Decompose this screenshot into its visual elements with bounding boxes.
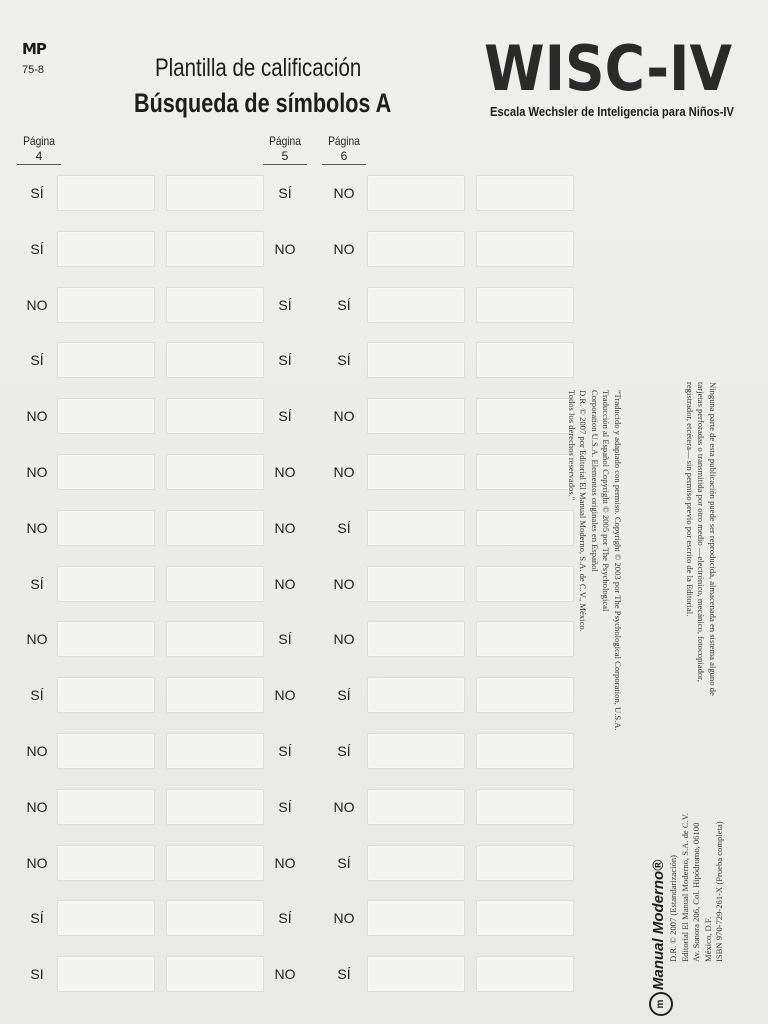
answer-window [57,231,155,267]
answer-window [166,287,264,323]
answer-page-4: NO [26,520,48,536]
answer-page-5: SÍ [278,408,292,424]
answer-window [476,342,574,378]
answer-window [476,175,574,211]
answer-window [367,287,465,323]
answer-page-4: NO [26,799,48,815]
answer-page-4: SÍ [30,185,44,201]
answer-window [476,956,574,992]
answer-window [367,342,465,378]
answer-page-6: NO [333,185,355,201]
answer-window [57,287,155,323]
answer-page-4: NO [26,408,48,424]
answer-window [57,956,155,992]
answer-window [166,733,264,769]
answer-page-5: SÍ [278,910,292,926]
answer-window [476,510,574,546]
answer-page-6: NO [333,799,355,815]
answer-page-4: SI [30,966,44,982]
answer-window [166,566,264,602]
answer-window [367,454,465,490]
answer-page-6: NO [333,464,355,480]
answer-window [166,621,264,657]
answer-window [367,621,465,657]
answer-page-5: NO [274,576,296,592]
answer-window [367,845,465,881]
answer-window [166,789,264,825]
answer-window [166,342,264,378]
answer-page-4: NO [26,631,48,647]
answer-page-4: NO [26,297,48,313]
wisc-iv-logo [484,32,734,105]
answer-page-5: NO [274,464,296,480]
answer-page-6: NO [333,631,355,647]
answer-window [367,398,465,434]
answer-page-6: NO [333,910,355,926]
answer-page-5: SÍ [278,799,292,815]
answer-page-4: NO [26,855,48,871]
answer-page-6: SÍ [337,520,351,536]
answer-page-6: NO [333,241,355,257]
answer-window [166,398,264,434]
page-header-4: Página 4 [17,134,61,165]
answer-page-6: SÍ [337,966,351,982]
answer-window [57,733,155,769]
answer-page-6: SÍ [337,352,351,368]
answer-page-5: NO [274,241,296,257]
reproduction-notice: Ninguna parte de esta publicación puede ser reproducida, almacenada en sistema alguno de tarjetas perforadas o transmitida por otro medio —electrónico, mecánico, fotocopiador, registrador, etcétera— sin permiso previo por escrito de la Editorial. [685,382,718,696]
answer-window [166,677,264,713]
answer-window [57,621,155,657]
answer-page-5: NO [274,855,296,871]
answer-window [57,900,155,936]
answer-window [57,175,155,211]
answer-window [166,510,264,546]
answer-window [476,900,574,936]
answer-page-6: SÍ [337,297,351,313]
answer-window [57,677,155,713]
publisher-info: D.R. © 2007 (Estandarización) Editorial El Manual Moderno, S.A. de C.V. Av. Sonora 206, Col. Hipódromo, 06100 México, D.F. ISBN 970-729-261-X (Prueba completa) [668,812,724,962]
answer-page-5: SÍ [278,743,292,759]
answer-window [166,231,264,267]
answer-window [476,677,574,713]
answer-page-4: SÍ [30,687,44,703]
svg-text:WISC-IV: WISC-IV [484,32,733,105]
answer-window [166,900,264,936]
manual-moderno-icon: m [649,992,673,1016]
answer-window [476,733,574,769]
answer-window [476,566,574,602]
answer-window [367,566,465,602]
answer-window [476,454,574,490]
answer-page-4: SÍ [30,910,44,926]
publisher-name: Manual Moderno® [650,859,667,990]
answer-window [57,454,155,490]
answer-window [367,733,465,769]
answer-page-6: SÍ [337,687,351,703]
brand-subtitle: Escala Wechsler de Inteligencia para Niños-IV [490,104,734,119]
answer-window [166,845,264,881]
answer-window [367,231,465,267]
answer-window [367,956,465,992]
page-header-5: Página 5 [263,134,307,165]
answer-window [476,398,574,434]
answer-page-4: SÍ [30,352,44,368]
answer-page-4: NO [26,743,48,759]
answer-window [367,900,465,936]
form-code: 75-8 [22,64,45,76]
answer-window [476,845,574,881]
answer-page-5: SÍ [278,297,292,313]
answer-window [57,510,155,546]
answer-page-5: NO [274,966,296,982]
copyright-text: "Traducido y adaptado con permiso. Copyright © 2003 por The Psychological Corporation, U.S.A. Traducción al Español Copyright © 2005 por The Psychological Corporation U.S.A. Elementos originales en Español D.R. © 2007 por Editorial El Manual Moderno, S.A. de C.V., México. Todos los derechos reservados." [567,390,623,731]
answer-window [166,175,264,211]
answer-page-5: NO [274,520,296,536]
answer-window [476,287,574,323]
mm-logo: MP [22,40,46,58]
answer-window [57,789,155,825]
answer-window [476,621,574,657]
answer-window [57,566,155,602]
answer-page-4: SÍ [30,241,44,257]
page-header-6: Página 6 [322,134,366,165]
answer-page-5: SÍ [278,352,292,368]
answer-page-6: SÍ [337,743,351,759]
page-subtitle: Búsqueda de símbolos A [134,88,392,118]
answer-page-6: NO [333,408,355,424]
answer-window [367,789,465,825]
answer-window [367,677,465,713]
answer-window [166,454,264,490]
answer-window [57,845,155,881]
answer-window [367,175,465,211]
answer-page-6: SÍ [337,855,351,871]
answer-page-4: SÍ [30,576,44,592]
page-title: Plantilla de calificación [155,54,362,82]
answer-window [476,231,574,267]
answer-window [367,510,465,546]
answer-window [57,398,155,434]
answer-page-5: NO [274,687,296,703]
answer-window [57,342,155,378]
answer-window [166,956,264,992]
answer-page-6: NO [333,576,355,592]
answer-window [476,789,574,825]
answer-page-5: SÍ [278,185,292,201]
answer-page-4: NO [26,464,48,480]
answer-page-5: SÍ [278,631,292,647]
